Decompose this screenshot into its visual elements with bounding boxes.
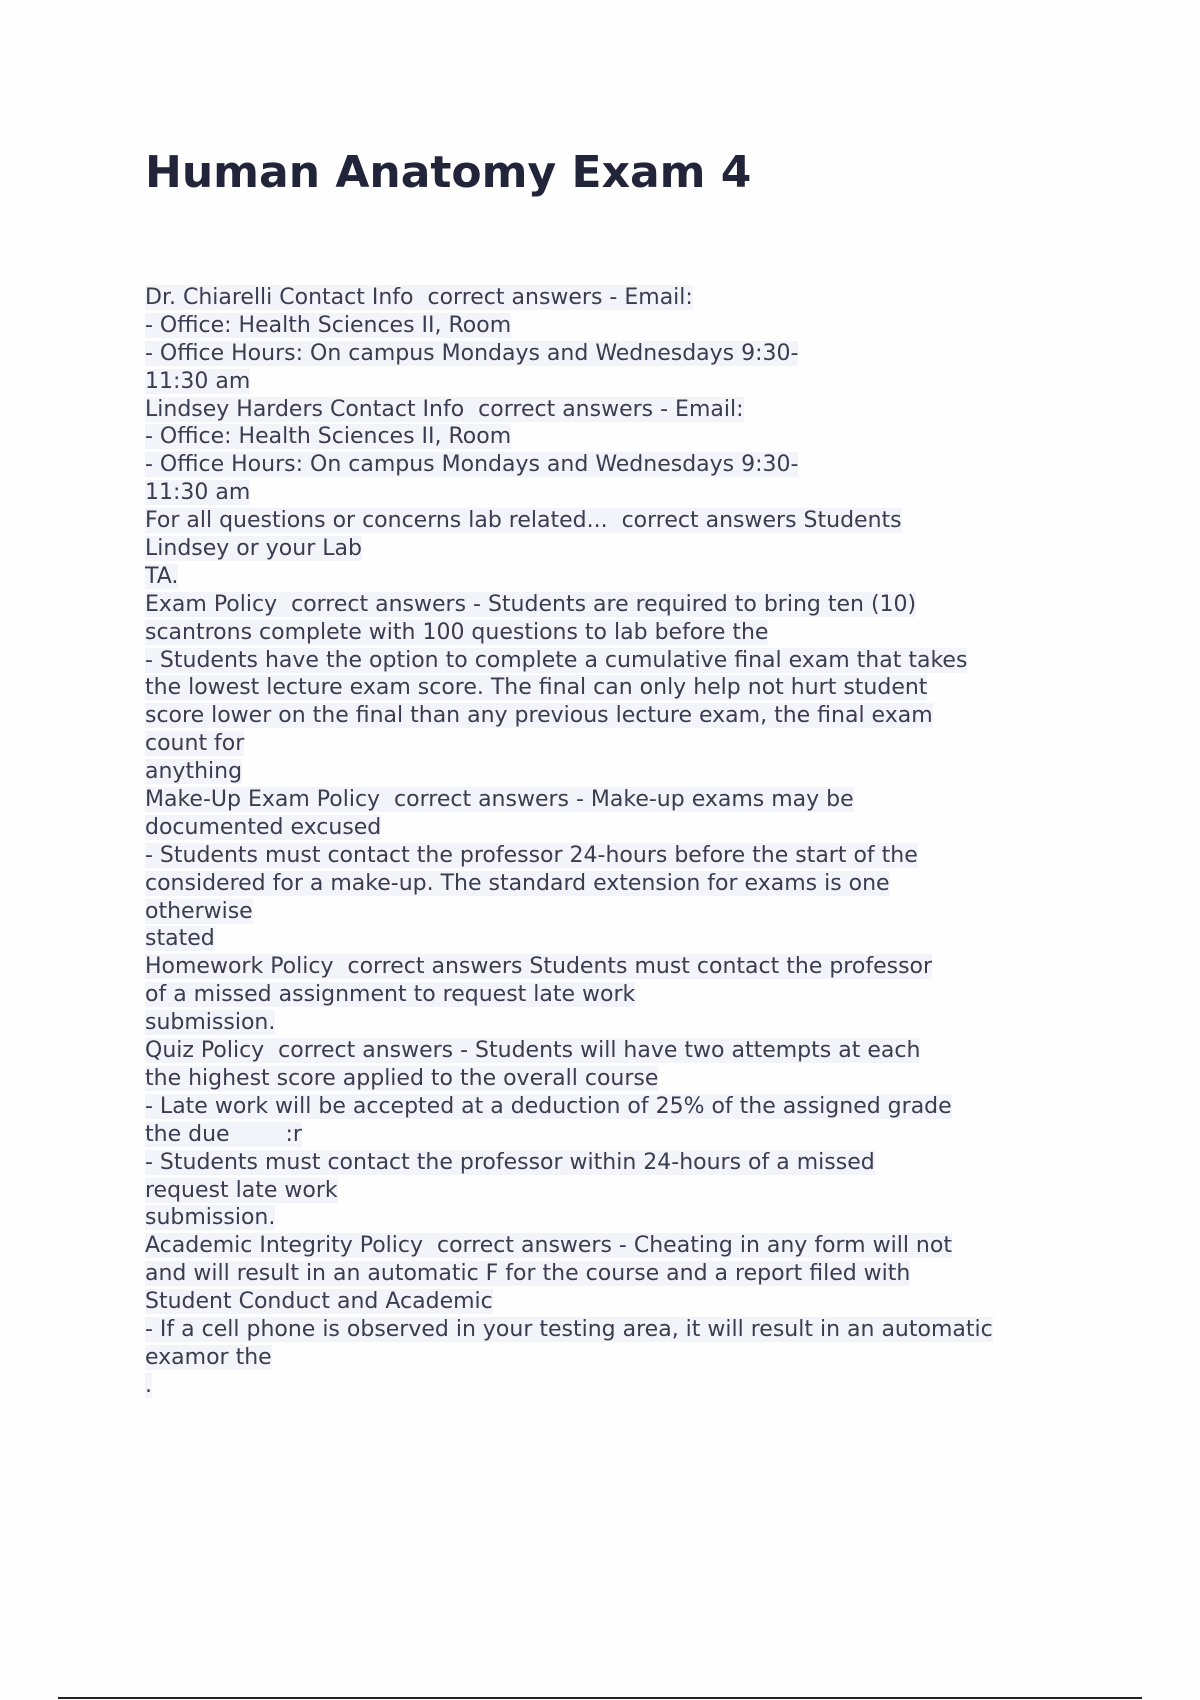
page-title: Human Anatomy Exam 4 (145, 147, 752, 198)
text-line-content: - Office Hours: On campus Mondays and Wednesdays 9:30- (145, 452, 799, 478)
text-line-content: - Office: Health Sciences II, Room (145, 312, 512, 338)
text-line-content: - If a cell phone is observed in your testing area, it will result in an automatic (145, 1316, 993, 1342)
document-body (145, 284, 1085, 1400)
text-line-content: considered for a make-up. The standard extension for exams is one (145, 870, 890, 896)
text-line-content: of a missed assignment to request late work (145, 982, 636, 1008)
text-line (145, 1344, 1085, 1372)
text-line (145, 1093, 1085, 1121)
text-line-content: Quiz Policy correct answers - Students will have two attempts at each (145, 1038, 921, 1064)
text-line (145, 423, 1085, 451)
text-line (145, 1065, 1085, 1093)
text-line (145, 368, 1085, 396)
text-line-content: stated (145, 926, 215, 952)
text-line-content: score lower on the final than any previous lecture exam, the final exam (145, 703, 933, 729)
text-line-content: anything (145, 759, 243, 785)
text-line (145, 814, 1085, 842)
text-line (145, 842, 1085, 870)
text-line (145, 1232, 1085, 1260)
text-line (145, 702, 1085, 730)
text-line (145, 1177, 1085, 1205)
text-line-content: Homework Policy correct answers Students must contact the professor (145, 954, 933, 980)
text-line-content: submission. (145, 1010, 276, 1036)
text-line (145, 1149, 1085, 1177)
text-line (145, 1121, 1085, 1149)
text-line-content: - Students must contact the professor 24-hours before the start of the (145, 842, 918, 868)
text-line (145, 1288, 1085, 1316)
text-line (145, 479, 1085, 507)
text-line (145, 981, 1085, 1009)
text-line-content: Student Conduct and Academic (145, 1289, 493, 1315)
text-line (145, 925, 1085, 953)
text-line (145, 1009, 1085, 1037)
text-line (145, 786, 1085, 814)
text-line (145, 451, 1085, 479)
text-line-content: examor the (145, 1344, 272, 1370)
text-line-content: the highest score applied to the overall course (145, 1065, 659, 1091)
text-line-content: scantrons complete with 100 questions to lab before the (145, 619, 769, 645)
text-line-content: the due :r (145, 1121, 302, 1147)
text-line-content: - Students must contact the professor within 24-hours of a missed (145, 1149, 875, 1175)
text-line (145, 674, 1085, 702)
text-line-content: and will result in an automatic F for the course and a report filed with (145, 1261, 911, 1287)
text-line (145, 591, 1085, 619)
text-line (145, 1260, 1085, 1288)
text-line-content: Exam Policy correct answers - Students are required to bring ten (10) (145, 591, 917, 617)
text-line-content: - Office: Health Sciences II, Room (145, 424, 512, 450)
text-line (145, 870, 1085, 898)
text-line (145, 730, 1085, 758)
text-line-content: otherwise (145, 898, 253, 924)
text-line (145, 396, 1085, 424)
text-line-content: - Office Hours: On campus Mondays and Wednesdays 9:30- (145, 340, 799, 366)
text-line-content: documented excused (145, 814, 382, 840)
text-line (145, 1037, 1085, 1065)
text-line-content: submission. (145, 1205, 276, 1231)
footer-divider (58, 1697, 1142, 1699)
text-line-content: For all questions or concerns lab related... correct answers Students (145, 508, 902, 534)
text-line-content: . (145, 1372, 152, 1398)
text-line (145, 312, 1085, 340)
text-line-content: - Students have the option to complete a cumulative final exam that takes (145, 647, 968, 673)
text-line-content: - Late work will be accepted at a deduction of 25% of the assigned grade (145, 1093, 952, 1119)
text-line-content: Dr. Chiarelli Contact Info correct answers - Email: (145, 285, 693, 310)
text-line (145, 507, 1085, 535)
text-line-content: Academic Integrity Policy correct answers - Cheating in any form will not (145, 1233, 952, 1259)
text-line (145, 563, 1085, 591)
text-line (145, 647, 1085, 675)
text-line (145, 284, 1085, 312)
text-line-content: Make-Up Exam Policy correct answers - Make-up exams may be (145, 787, 854, 813)
text-line-content: request late work (145, 1177, 338, 1203)
text-line-content: the lowest lecture exam score. The final can only help not hurt student (145, 675, 928, 701)
text-line-content: 11:30 am (145, 480, 251, 506)
text-line-content: TA. (145, 563, 179, 589)
text-line (145, 758, 1085, 786)
text-line-content: count for (145, 731, 245, 757)
text-line-content: 11:30 am (145, 368, 251, 394)
text-line (145, 1316, 1085, 1344)
text-line (145, 535, 1085, 563)
text-line-content: Lindsey Harders Contact Info correct answers - Email: (145, 396, 744, 422)
text-line (145, 1372, 1085, 1400)
text-line (145, 340, 1085, 368)
text-line (145, 898, 1085, 926)
text-line (145, 953, 1085, 981)
text-line (145, 619, 1085, 647)
text-line (145, 1204, 1085, 1232)
text-line-content: Lindsey or your Lab (145, 536, 362, 562)
